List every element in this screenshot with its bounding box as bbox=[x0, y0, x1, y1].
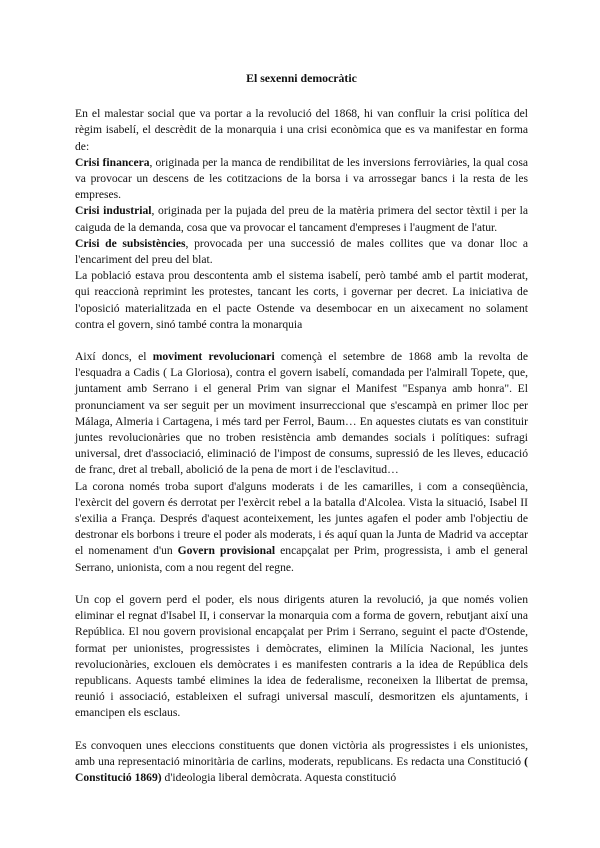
crisis-term: Crisi de subsistències bbox=[75, 236, 186, 250]
new-government-paragraph: Un cop el govern perd el poder, els nous dirigents aturen la revolució, ja que només volien eliminar el regnat d'Isabel II, i conservar la monarquia com a forma de govern, rebutjant així una República. El nou govern provisional encapçalat per Prim i Serrano, seguint el pacte d'Ostende, format per unionistes, progressistes i demòcrates, eliminen la Milícia Nacional, les juntes revolucionàries, exclouen els demòcrates i es manifesten contraris a la idea de República dels republicans. Aquests també elimines la idea de federalisme, reconeixen la llibertat de premsa, reunió i associació, estableixen el sufragi universal masculí, desmoritzen els ajuntaments, i emancipen els esclaus. bbox=[75, 592, 528, 720]
crisis-description: , originada per la manca de rendibilitat de les inversions ferroviàries, la qual cosa va provocar un descens de les cotitzacions de la borsa i va arrossegar bancs i la resta de les empreses. bbox=[75, 155, 528, 202]
crisis-subsistencies-item bbox=[75, 236, 528, 268]
provisional-government-term: Govern provisional bbox=[177, 544, 276, 558]
revolution-paragraph: Així doncs, el moviment revolucionari començà el setembre de 1868 amb la revolta de l'esquadra a Cadis ( La Gloriosa), contra el govern isabelí, comandada per l'almirall Topete, que, juntament amb Serrano i el general Prim van signar el Manifest "Espanya amb honra". El pronunciament va ser seguit per un moviment insurreccional que s'escampà en primer lloc per Málaga, Almeria i Cartagena, i més tard per Ferrol, Baum… En aquestes ciutats es van constituir juntes revolucionàries que no troben resistència amb demandes socials i polítiques: sufragi universal, dret d'associació, eliminació de l'impost de consums, supressió de les lleves, educació de franc, dret al treball, abolició de la pena de mort i de l'esclavitud… bbox=[75, 350, 528, 477]
paragraph-gap bbox=[75, 722, 528, 738]
page-title: El sexenni democràtic bbox=[246, 71, 357, 85]
revolution-term: moviment revolucionari bbox=[152, 350, 275, 364]
provisional-government-paragraph: La corona només troba suport d'alguns moderats i de les camarilles, i com a conseqüència, l'exèrcit del govern és derrotat per l'exèrcit rebel a la batalla d'Alcolea. Vista la situació, Isabel II s'exilia a França. Després d'aquest aconteixement, les juntes agafen el poder amb l'objectiu de destronar els borbons i treure el poder als moderats, i és aquí quan la Junta de Madrid va acceptar el nomenament d'un Govern provisional encapçalat per Prim, progressista, i amb el general Serrano, unionista, com a nou regent del regne. bbox=[75, 479, 528, 574]
paragraph-gap bbox=[75, 333, 528, 349]
crisis-term: Crisi industrial bbox=[75, 204, 152, 218]
crisis-financera-item bbox=[75, 155, 528, 204]
constitution-term: ( Constitució 1869) bbox=[75, 754, 528, 784]
crisis-term: Crisi financera bbox=[75, 155, 150, 169]
paragraph-gap bbox=[75, 576, 528, 592]
intro-paragraph: En el malestar social que va portar a la revolució del 1868, hi van confluir la crisi política del règim isabelí, el descrèdit de la monarquia i una crisi econòmica que es va manifestar en forma de: bbox=[75, 107, 528, 153]
crisis-description: , originada per la pujada del preu de la matèria primera del sector tèxtil i per la caiguda de la demanda, cosa que va provocar el tancament d'empreses i l'augment de l'atur. bbox=[75, 204, 529, 234]
elections-paragraph: Es convoquen unes eleccions constituents que donen victòria als progressistes i els unionistes, amb una representació minoritària de carlins, moderats, republicans. Es redacta una Constitució ( Constitució 1869) d'ideologia liberal demòcrata. Aquesta constitució bbox=[75, 738, 528, 784]
crisis-industrial-item bbox=[75, 203, 528, 235]
discontent-paragraph: La població estava prou descontenta amb el sistema isabelí, però també amb el partit moderat, qui reaccionà reprimint les protestes, tancant les corts, i governar per decret. La iniciativa de l'oposició materialitzada en el pacte Ostende va desembocar en un aixecament no solament contra el govern, sinó també contra la monarquia bbox=[75, 269, 528, 331]
crisis-description: , provocada per una successió de males collites que va donar lloc a l'encariment del preu del blat. bbox=[75, 236, 528, 267]
